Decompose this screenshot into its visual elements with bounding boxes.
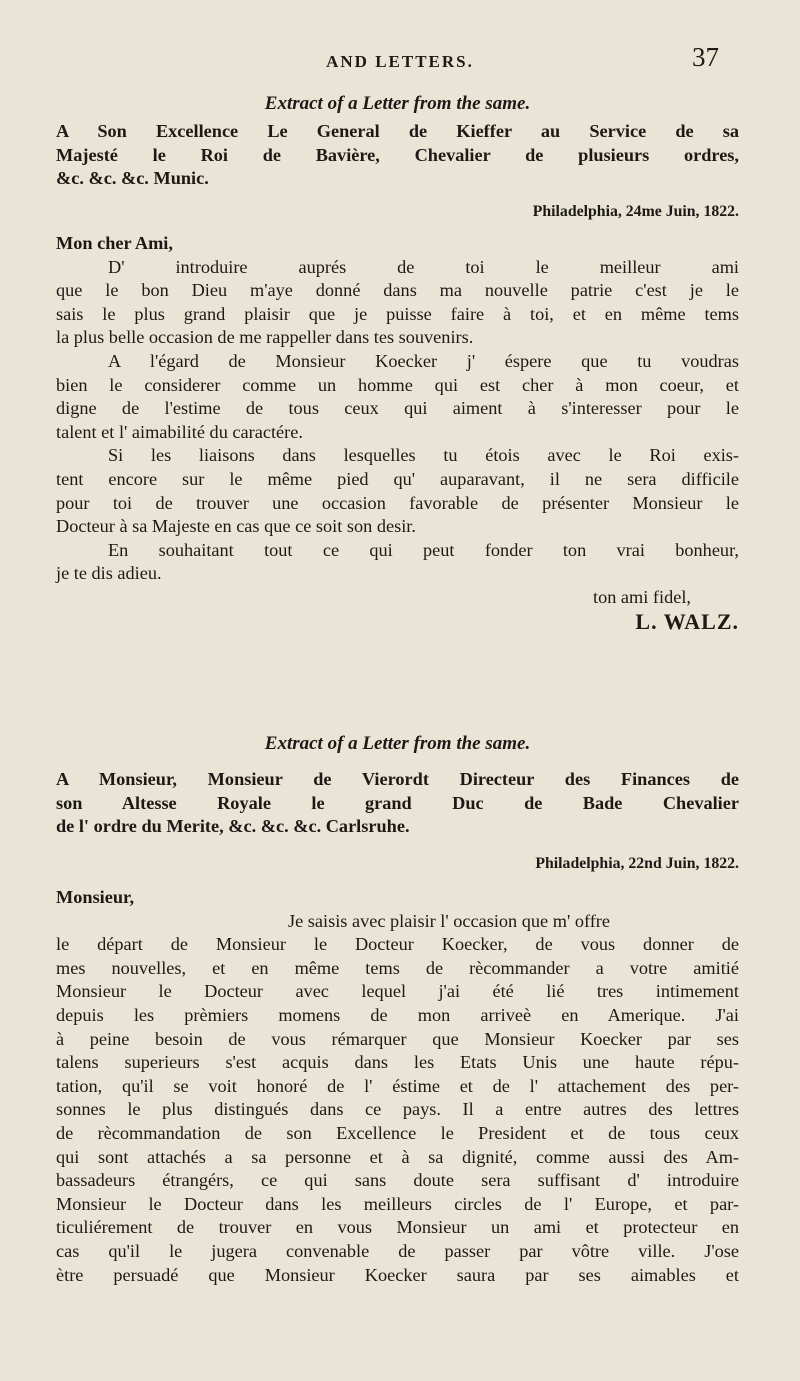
running-head: AND LETTERS. (326, 52, 474, 71)
letter-2-body (56, 886, 739, 1287)
body-line: talent et l' aimabilité du caractére. (56, 421, 303, 442)
body-line: bien le considerer comme un homme qui est cher à mon coeur, et (56, 374, 739, 395)
letter-1-address (56, 120, 739, 191)
salutation: Mon cher Ami, (56, 233, 173, 253)
address-line: A Monsieur, Monsieur de Vierordt Directeur des Finances de (56, 769, 739, 789)
body-line: le départ de Monsieur le Docteur Koecker, de vous donner de (56, 934, 739, 955)
body-line: ètre persuadé que Monsieur Koecker saura par ses aimables et (56, 1264, 739, 1285)
body-line: qui sont attachés a sa personne et à sa dignité, comme aussi des Am- (56, 1146, 739, 1167)
letter-heading: Extract of a Letter from the same. (264, 93, 531, 114)
body-line: Docteur à sa Majeste en cas que ce soit son desir. (56, 516, 416, 537)
body-line: Monsieur le Docteur dans les meilleurs circles de l' Europe, et par- (56, 1193, 739, 1214)
body-line: mes nouvelles, et en même tems de rècommander a votre amitié (56, 957, 739, 978)
body-line: bassadeurs étrangérs, ce qui sans doute sera suffisant d' introduire (56, 1170, 739, 1191)
body-line: la plus belle occasion de me rappeller dans tes souvenirs. (56, 327, 474, 348)
body-line: que le bon Dieu m'aye donné dans ma nouvelle patrie c'est je le (56, 280, 739, 301)
closing: ton ami fidel, (593, 586, 691, 607)
body-line: à peine besoin de vous rémarquer que Monsieur Koecker par ses (56, 1028, 739, 1049)
body-line: de rècommandation de son Excellence le President et de tous ceux (56, 1122, 739, 1143)
address-line: A Son Excellence Le General de Kieffer au Service de sa (56, 121, 739, 141)
body-line: tent encore sur le même pied qu' auparavant, il ne sera difficile (56, 468, 739, 489)
body-line: talens superieurs s'est acquis dans les Etats Unis une haute répu- (56, 1052, 739, 1073)
letter-1-date-block (56, 200, 739, 224)
body-line: Je saisis avec plaisir l' occasion que m' offre (288, 910, 611, 931)
page-number: 37 (692, 42, 719, 72)
letter-1-body (56, 232, 739, 633)
body-line: Monsieur le Docteur avec lequel j'ai été lié tres intimement (56, 981, 739, 1002)
body-line: A l'égard de Monsieur Koecker j' éspere que tu voudras (108, 350, 739, 371)
body-line: ticuliérement de trouver en vous Monsieur un ami et protecteur en (56, 1217, 739, 1238)
body-line: digne de l'estime de tous ceux qui aiment à s'interesser pour le (56, 398, 739, 419)
body-line: Si les liaisons dans lesquelles tu étois avec le Roi exis- (108, 445, 739, 466)
letter-1-heading (56, 92, 739, 116)
address-line: son Altesse Royale le grand Duc de Bade Chevalier (56, 792, 739, 813)
letter-2-date-block (56, 852, 739, 876)
salutation: Monsieur, (56, 887, 135, 907)
body-line: sonnes le plus distingués dans ce pays. Il a entre autres des lettres (56, 1099, 739, 1120)
body-line: sais le plus grand plaisir que je puisse faire à toi, et en même tems (56, 303, 739, 324)
letter-2-heading (56, 732, 739, 756)
letter-date: Philadelphia, 22nd Juin, 1822. (535, 855, 739, 872)
body-line: depuis les prèmiers momens de mon arriveè en Amerique. J'ai (56, 1004, 739, 1025)
body-line: En souhaitant tout ce qui peut fonder ton vrai bonheur, (108, 539, 739, 560)
body-line: cas qu'il le jugera convenable de passer par vôtre ville. J'ose (56, 1240, 739, 1261)
letter-2-address (56, 768, 739, 839)
body-line: je te dis adieu. (56, 563, 162, 584)
address-line: Majesté le Roi de Bavière, Chevalier de plusieurs ordres, (56, 144, 739, 165)
letter-heading: Extract of a Letter from the same. (264, 733, 531, 754)
body-line: pour toi de trouver une occasion favorable de présenter Monsieur le (56, 492, 739, 513)
signature: L. WALZ. (635, 608, 739, 634)
address-line: de l' ordre du Merite, &c. &c. &c. Carlsruhe. (56, 816, 410, 837)
body-line: D' introduire auprés de toi le meilleur ami (108, 256, 739, 277)
letter-date: Philadelphia, 24me Juin, 1822. (532, 203, 739, 220)
body-line: tation, qu'il se voit honoré de l' éstime et de l' attachement des per- (56, 1075, 739, 1096)
address-line: &c. &c. &c. Munic. (56, 168, 209, 189)
